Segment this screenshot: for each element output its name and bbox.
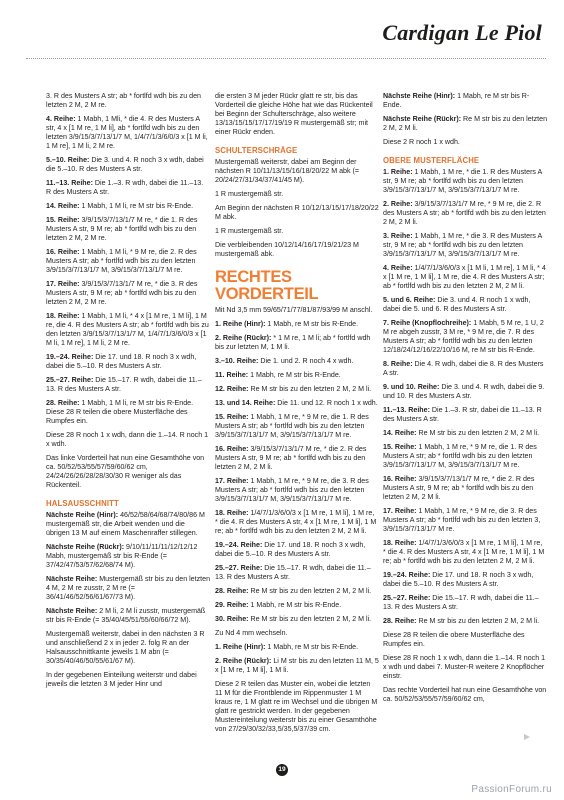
instruction-paragraph: [215, 413, 379, 440]
instruction-paragraph: [46, 280, 210, 307]
section-heading: RECHTES VORDERTEIL: [215, 268, 319, 303]
row-label: 11.–13. Reihe:: [46, 179, 93, 187]
row-label: 17. Reihe:: [215, 477, 249, 485]
instruction-text: 2 M li, 2 M li zusstr, mustergemäß str bis R-Ende (= 35/40/45/51/55/60/66/72 M).: [46, 607, 206, 624]
instruction-paragraph: [383, 429, 547, 438]
instruction-text: Re M str bis zu den letzten 2 M, 2 M li.: [416, 429, 540, 437]
instruction-paragraph: [215, 680, 379, 734]
page-number: 19: [276, 764, 288, 776]
row-label: 1. Reihe (Hinr):: [215, 643, 266, 651]
text-column-3: [383, 92, 547, 709]
row-label: 13. und 14. Reihe:: [215, 399, 276, 407]
instruction-text: Die 15.–17. R wdh, dabei die 11.–13. R des Musters A str.: [46, 376, 202, 393]
instruction-paragraph: [383, 115, 547, 133]
instruction-text: 1 Mabh, 1 M re, * 9 M re, die 1. R des Musters A str; ab * fortlfd wdh bis zu den letzten 3/9/15/3/7/13/1/7 M, 3/9/15/3/7/13/1/7 M re.: [383, 443, 537, 469]
row-label: 19.–24. Reihe:: [46, 353, 94, 361]
row-label: 1. Reihe:: [383, 168, 413, 176]
instruction-paragraph: [215, 477, 379, 504]
instruction-text: Die 1.–3. R wdh, dabei die 11.–13. R des Musters A str.: [46, 179, 204, 196]
instruction-paragraph: [383, 232, 547, 259]
instruction-paragraph: [383, 654, 547, 681]
instruction-paragraph: [46, 671, 210, 689]
instruction-paragraph: [46, 216, 210, 243]
instruction-text: Re M str bis zu den letzten 2 M, 2 M li.: [248, 587, 372, 595]
instruction-text: Die 17. und 18. R noch 3 x wdh, dabei die 5.–10. R des Musters A str.: [383, 571, 534, 588]
instruction-paragraph: [46, 607, 210, 625]
instruction-paragraph: [383, 443, 547, 470]
instruction-text: 1 Mabh, 1 M li, * 4 x [1 M re, 1 M li], 1 M re, die 4. R des Musters A str; ab * fortlfd wdh bis zu den letzten 3/9/15/3/7/13/1/7 M, 1/4/7/1/3/6/0/3 x [1 M li, 1 M re], 1 M li, 2 M re.: [46, 312, 209, 347]
instruction-text: 3/9/15/3/7/13/1/7 M re, * die 2. R des Musters A str, 9 M re; ab * fortlfd wdh bis zu den letzten 2 M, 2 M li.: [215, 445, 367, 471]
row-label: Nächste Reihe (Rückr):: [46, 543, 125, 551]
instruction-paragraph: [215, 629, 379, 638]
instruction-paragraph: [215, 587, 379, 596]
row-label: 25.–27. Reihe:: [383, 594, 431, 602]
instruction-text: 1 Mabh, 1 M li, re M str bis R-Ende. Diese 28 R teilen die obere Musterfläche des Rumpfes ein.: [46, 399, 194, 425]
instruction-paragraph: [46, 543, 210, 570]
instruction-text: die ersten 3 M jeder Rückr glatt re str, bis das Vorderteil die gleiche Höhe hat wie das Rückenteil bei Beginn der Schulterschräge, also weitere 13/13/15/15/17/17/19/19 R mustergemäß str; mit einer Rückr enden.: [215, 92, 373, 136]
instruction-paragraph: [383, 571, 547, 589]
row-label: 28. Reihe:: [383, 617, 417, 625]
row-label: 8. Reihe:: [383, 360, 413, 368]
row-label: 28. Reihe:: [46, 399, 80, 407]
instruction-text: Diese 28 R noch 1 x wdh, dann die 1.–14. R noch 1 x wdh und dabei 7. Muster-R weitere 2 Knopflöcher einstr.: [383, 654, 546, 680]
row-label: 4. Reihe:: [46, 115, 76, 123]
instruction-paragraph: [215, 657, 379, 675]
instruction-text: Re M str bis zu den letzten 2 M, 2 M li.: [383, 115, 548, 132]
instruction-text: 1 Mabh, re M str bis R-Ende.: [265, 643, 359, 651]
instruction-text: Die 15.–17. R wdh, dabei die 11.–13. R des Musters A str.: [215, 564, 371, 581]
text-column-2: [215, 92, 379, 739]
instruction-text: 1 Mabh, 1 M re, * 9 M re, die 3. R des Musters A str; ab * fortlfd wdh bis zu den letzten 3, 3/9/15/3/7/13/1/7 M re.: [383, 507, 541, 533]
instruction-paragraph: [383, 264, 547, 291]
row-label: 14. Reihe:: [383, 429, 417, 437]
instruction-text: Mustergemäß weiterstr, dabei in den nächsten 3 R und anschließend 2 x in jeder 2. folg R an der Halsausschnittkante jeweils 1 M abn (= 30/35/40/46/50/55/61/67 M).: [46, 630, 205, 665]
instruction-text: Das rechte Vorderteil hat nun eine Gesamthöhe von ca. 50/52/53/55/57/59/60/62 cm,: [383, 686, 547, 703]
instruction-paragraph: [215, 509, 379, 536]
row-label: 25.–27. Reihe:: [46, 376, 94, 384]
instruction-text: Re M str bis zu den letzten 2 M, 2 M li.: [248, 385, 372, 393]
instruction-text: 1 Mabh, 1 M li, * 9 M re, die 2. R des Musters A str; ab * fortlfd wdh bis zu den letzten 3/9/15/3/7/13/1/7 M, 3/9/15/3/7/13/1/7 M re.: [46, 248, 197, 274]
instruction-text: 3/9/15/3/7/13/1/7 M re, * 9 M re, die 2. R des Musters A str; ab * fortlfd wdh bis zu den letzten 2 M, 2 M li.: [383, 200, 546, 226]
instruction-text: 1/4/7/1/3/6/0/3 x [1 M re, 1 M li], 1 M re, * die 4. R des Musters A str, 4 x [1 M re, 1 M li], 1 M re; ab * fortlfd wdh bis zu den letzten 2 M, 2 M li.: [383, 539, 545, 565]
instruction-paragraph: [215, 227, 379, 236]
instruction-text: Die 3. und 4. R wdh, dabei die 9. und 10. R des Musters A str.: [383, 383, 545, 400]
instruction-paragraph: [383, 406, 547, 424]
row-label: Nächste Reihe (Rückr):: [383, 115, 462, 123]
section-subheading: HALSAUSSCHNITT: [46, 499, 119, 508]
instruction-text: Das linke Vorderteil hat nun eine Gesamthöhe von ca. 50/52/53/55/57/59/60/62 cm, 24/24/26/26/28/28/30/30 R weniger als das Rückenteil.: [46, 454, 205, 489]
instruction-text: 1 R mustergemäß str.: [215, 227, 284, 235]
row-label: 28. Reihe:: [215, 587, 249, 595]
row-label: 16. Reihe:: [46, 248, 80, 256]
instruction-text: Li M str bis zu den letzten 11 M, 5 x [1 M re, 1 M li], 1 M li.: [215, 657, 379, 674]
instruction-paragraph: [46, 353, 210, 371]
instruction-text: * 1 M re, 1 M li; ab * fortlfd wdh bis zur letzten M, 1 M li.: [215, 334, 371, 351]
row-label: 14. Reihe:: [46, 202, 80, 210]
instruction-paragraph: [383, 383, 547, 401]
row-label: 3.–10. Reihe:: [215, 357, 259, 365]
instruction-paragraph: [46, 630, 210, 666]
instruction-paragraph: [215, 399, 379, 408]
instruction-text: 1 Mabh, 1 M re, * 9 M re, die 1. R des Musters A str; ab * fortlfd wdh bis zu den letzten 3/9/15/3/7/13/1/7 M, 3/9/15/3/7/13/1/7 M re.: [215, 413, 369, 439]
instruction-paragraph: [215, 541, 379, 559]
instruction-text: 1 Mabh, re M str bis R-Ende.: [265, 320, 359, 328]
row-label: 16. Reihe:: [215, 445, 249, 453]
instruction-paragraph: [215, 445, 379, 472]
row-label: 7. Reihe (Knopflochreihe):: [383, 319, 472, 327]
instruction-text: Diese 28 R teilen die obere Musterfläche des Rumpfes ein.: [383, 631, 525, 648]
instruction-paragraph: [383, 138, 547, 147]
instruction-paragraph: [215, 357, 379, 366]
instruction-paragraph: [215, 601, 379, 610]
row-label: 12. Reihe:: [215, 385, 249, 393]
instruction-text: 1 R mustergemäß str.: [215, 190, 284, 198]
row-label: 19.–24. Reihe:: [383, 571, 431, 579]
row-label: 15. Reihe:: [215, 413, 249, 421]
instruction-text: Die 15.–17. R wdh, dabei die 11.–13. R des Musters A str.: [383, 594, 539, 611]
row-label: 29. Reihe:: [215, 601, 249, 609]
instruction-text: Die 17. und 18. R noch 3 x wdh, dabei die 5.–10. R des Musters A str.: [46, 353, 197, 370]
row-label: Nächste Reihe (Hinr):: [46, 511, 119, 519]
instruction-paragraph: [215, 643, 379, 652]
instruction-paragraph: [215, 385, 379, 394]
instruction-paragraph: [215, 306, 379, 315]
instruction-paragraph: [383, 92, 547, 110]
instruction-text: Re M str bis zu den letzten 2 M, 2 M li.: [416, 617, 540, 625]
row-label: 1. Reihe (Hinr):: [215, 320, 266, 328]
instruction-text: 1 Mabh, re M str bis R-Ende.: [248, 601, 342, 609]
row-label: 2. Reihe:: [383, 200, 413, 208]
instruction-text: 1 Mabh, 5 M re, 1 U, 2 M re abgeh zusstr, 3 M re, * 9 M re, die 7. R des Musters A str; ab * fortlfd wdh bis zu den letzten 12/18/24/12/16/22/10/16 M, re M str bis R-Ende.: [383, 319, 544, 354]
instruction-paragraph: [215, 204, 379, 222]
instruction-paragraph: [383, 507, 547, 534]
instruction-paragraph: [215, 92, 379, 137]
section-subheading: OBERE MUSTERFLÄCHE: [383, 156, 480, 165]
instruction-paragraph: [46, 248, 210, 275]
instruction-paragraph: [383, 617, 547, 626]
instruction-paragraph: [215, 241, 379, 259]
instruction-text: Mit Nd 3,5 mm 59/65/71/77/81/87/93/99 M anschl.: [215, 306, 373, 314]
instruction-paragraph: [383, 360, 547, 378]
row-label: Nächste Reihe:: [46, 607, 98, 615]
row-label: 19.–24. Reihe:: [215, 541, 263, 549]
instruction-text: Am Beginn der nächsten R 10/12/13/15/17/18/20/22 M abk.: [215, 204, 379, 221]
instruction-paragraph: [46, 156, 210, 174]
row-label: 18. Reihe:: [46, 312, 80, 320]
instruction-paragraph: [46, 312, 210, 348]
row-label: 18. Reihe:: [383, 539, 417, 547]
instruction-text: 1 Mabh, 1 M re, * 9 M re, die 3. R des Musters A str; ab * fortlfd wdh bis zu den letzten 3/9/15/3/7/13/1/7 M, 3/9/15/3/7/13/1/7 M re.: [215, 477, 369, 503]
instruction-text: Die 3. und 4. R noch 1 x wdh, dabei die 5. und 6. R des Musters A str.: [383, 296, 531, 313]
instruction-paragraph: [46, 575, 210, 602]
instruction-text: Mustergemäß str bis zu den letzten 4 M, 2 M re zusstr, 2 M re (= 36/41/46/52/56/61/67/73 M).: [46, 575, 211, 601]
instruction-paragraph: [383, 594, 547, 612]
instruction-paragraph: [383, 168, 547, 195]
instruction-text: 1 Mabh, 1 Mli, * die 4. R des Musters A str, 4 x [1 M re, 1 M li], ab * fortlfd wdh bis zu den letzten 3/9/15/3/7/13/1/7 M, 1/4/7/1/3/6/0/3 x [1 M li, 1 M re], 1 M li, 2 M re.: [46, 115, 208, 150]
instruction-paragraph: [215, 564, 379, 582]
instruction-paragraph: [215, 190, 379, 199]
continue-arrow-icon: [524, 734, 530, 740]
instruction-text: 3/9/15/3/7/13/1/7 M re, * die 2. R des Musters A str, 9 M re; ab * fortlfd wdh bis zu den letzten 2 M, 2 M li.: [383, 475, 535, 501]
instruction-paragraph: [46, 511, 210, 538]
instruction-paragraph: [46, 399, 210, 426]
instruction-text: 3. R des Musters A str; ab * fortlfd wdh bis zu den letzten 2 M, 2 M re.: [46, 92, 201, 109]
instruction-paragraph: [46, 431, 210, 449]
instruction-text: 3/9/15/3/7/13/1/7 M re, * die 3. R des Musters A str, 9 M re; ab * fortlfd wdh bis zu den letzten 2 M, 2 M re.: [46, 280, 198, 306]
instruction-text: Die 1. und 2. R noch 4 x wdh.: [258, 357, 354, 365]
instruction-paragraph: [383, 319, 547, 355]
row-label: 5.–10. Reihe:: [46, 156, 90, 164]
section-subheading: SCHULTERSCHRÄGE: [215, 146, 298, 155]
instruction-paragraph: [383, 631, 547, 649]
instruction-paragraph: [215, 371, 379, 380]
watermark: PassionForum.ru: [471, 784, 552, 795]
instruction-text: Mustergemäß weiterstr, dabei am Beginn der nächsten R 10/11/13/15/16/18/20/22 M abk (= 20/24/27/31/34/37/41/45 M).: [215, 158, 360, 184]
instruction-text: Diese 2 R noch 1 x wdh.: [383, 138, 460, 146]
row-label: 15. Reihe:: [383, 443, 417, 451]
instruction-text: Zu Nd 4 mm wechseln.: [215, 629, 288, 637]
instruction-paragraph: [215, 320, 379, 329]
row-label: 16. Reihe:: [383, 475, 417, 483]
instruction-paragraph: [383, 686, 547, 704]
instruction-text: 1 Mabh, 1 M re, * die 3. R des Musters A str, 9 M re; ab * fortlfd wdh bis zu den letzten 3/9/15/3/7/13/1/7 M, 3/9/15/3/7/13/1/7 M re.: [383, 232, 542, 258]
instruction-paragraph: [46, 202, 210, 211]
row-label: 18. Reihe:: [215, 509, 249, 517]
row-label: 5. und 6. Reihe:: [383, 296, 436, 304]
instruction-text: 1 Mabh, re M str bis R-Ende.: [248, 371, 341, 379]
instruction-text: 1 Mabh, 1 M li, re M str bis R-Ende.: [79, 202, 194, 210]
row-label: 30. Reihe:: [215, 615, 249, 623]
instruction-text: Die 11. und 12. R noch 1 x wdh.: [275, 399, 378, 407]
row-label: 4. Reihe:: [383, 264, 413, 272]
instruction-text: 1/4/7/1/3/6/0/3 x [1 M re, 1 M li], 1 M re, * die 4. R des Musters A str, 4 x [1 M re, 1 M li], 1 M re; ab * fortlfd wdh bis zu den letzten 2 M, 2 M li.: [215, 509, 377, 535]
instruction-paragraph: [383, 200, 547, 227]
instruction-text: Die 17. und 18. R noch 3 x wdh, dabei die 5.–10. R des Musters A str.: [215, 541, 366, 558]
row-label: Nächste Reihe (Hinr):: [383, 92, 456, 100]
instruction-text: Die 4. R wdh, dabei die 8. R des Musters A str.: [383, 360, 544, 377]
instruction-paragraph: [215, 615, 379, 624]
instruction-paragraph: [383, 539, 547, 566]
instruction-text: 46/52/58/64/68/74/80/86 M mustergemäß str, die Arbeit wenden und die übrigen 13 M auf einem Maschenraffer stillegen.: [46, 511, 205, 537]
instruction-text: 1 Mabh, 1 M re, * die 1. R des Musters A str, 9 M re; ab * fortlfd wdh bis zu den letzten 3/9/15/3/7/13/1/7 M, 3/9/15/3/7/13/1/7 M re.: [383, 168, 542, 194]
instruction-paragraph: [46, 115, 210, 151]
row-label: 2. Reihe (Rückr):: [215, 334, 272, 342]
instruction-text: 1/4/7/1/3/6/0/3 x [1 M li, 1 M re], 1 M li, * 4 x [1 M re, 1 M li], 1 M re, die 4. R des Musters A str; ab * fortlfd wdh bis zu den letzten 2 M, 2 M li.: [383, 264, 546, 290]
instruction-paragraph: [215, 334, 379, 352]
header-divider: [26, 58, 546, 59]
instruction-text: 3/9/15/3/7/13/1/7 M re, * die 1. R des Musters A str, 9 M re; ab * fortlfd wdh bis zu den letzten 2 M, 2 M re.: [46, 216, 198, 242]
row-label: 3. Reihe:: [383, 232, 413, 240]
row-label: Nächste Reihe:: [46, 575, 98, 583]
instruction-text: Re M str bis zu den letzten 2 M, 2 M li.: [248, 615, 372, 623]
instruction-text: Diese 2 R teilen das Muster ein, wobei die letzten 11 M für die Frontblende im Rippenmuster 1 M kraus re, 1 M glatt re im Wechsel und die übrigen M glatt re gestrickt werden. In der gegebenen Mustereinteilung weiterstr bis zu einer Gesamthöhe von 27/29/30/32/33,5/35,5/37/39 cm.: [215, 680, 378, 733]
row-label: 15. Reihe:: [46, 216, 80, 224]
row-label: 2. Reihe (Rückr):: [215, 657, 272, 665]
instruction-text: Die 1.–3. R str, dabei die 11.–13. R des Musters A str.: [383, 406, 542, 423]
text-column-1: [46, 92, 210, 694]
row-label: 11.–13. Reihe:: [383, 406, 430, 414]
instruction-text: Die verbleibenden 10/12/14/16/17/19/21/23 M mustergemäß abk.: [215, 241, 359, 258]
row-label: 17. Reihe:: [383, 507, 417, 515]
instruction-text: Diese 28 R noch 1 x wdh, dann die 1.–14. R noch 1 x wdh.: [46, 431, 209, 448]
instruction-paragraph: [215, 158, 379, 185]
instruction-paragraph: [46, 179, 210, 197]
row-label: 17. Reihe:: [46, 280, 80, 288]
instruction-text: In der gegebenen Einteilung weiterstr und dabei jeweils die letzten 3 M jeder Hinr und: [46, 671, 197, 688]
instruction-paragraph: [46, 454, 210, 490]
instruction-text: 1 Mabh, re M str bis R-Ende.: [383, 92, 530, 109]
instruction-text: 9/10/11/11/11/12/12/12 Mabh, mustergemäß str bis R-Ende (= 37/42/47/53/57/62/68/74 M).: [46, 543, 198, 569]
row-label: 25.–27. Reihe:: [215, 564, 263, 572]
instruction-text: Die 3. und 4. R noch 3 x wdh, dabei die 5.–10. R des Musters A str.: [46, 156, 204, 173]
instruction-paragraph: [383, 296, 547, 314]
header-title: Cardigan Le Piol: [382, 20, 542, 45]
instruction-paragraph: [46, 92, 210, 110]
instruction-paragraph: [383, 475, 547, 502]
row-label: 9. und 10. Reihe:: [383, 383, 440, 391]
instruction-paragraph: [46, 376, 210, 394]
row-label: 11. Reihe:: [215, 371, 249, 379]
